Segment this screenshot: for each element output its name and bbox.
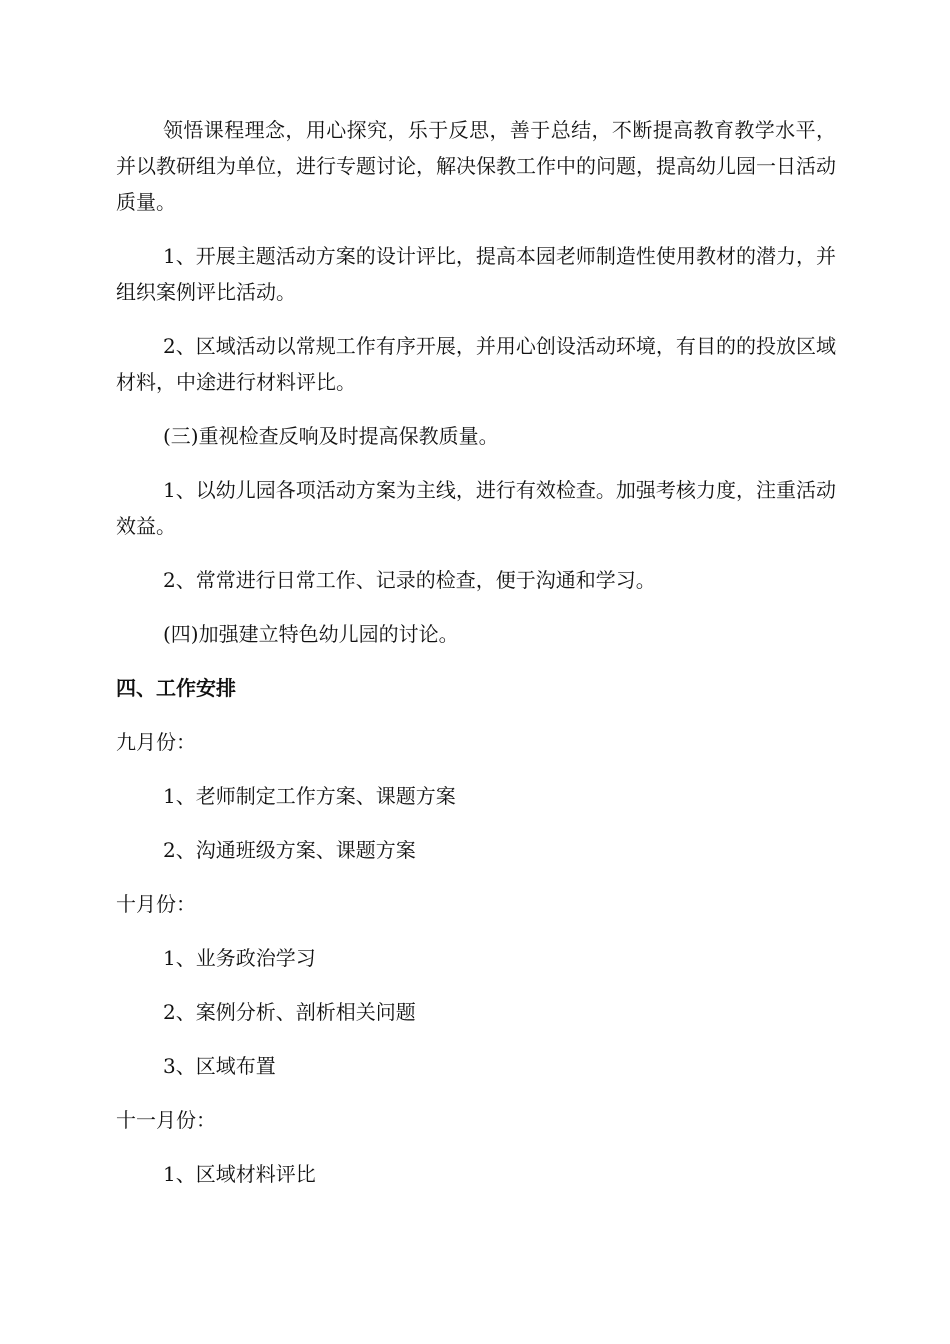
paragraph-curriculum: 领悟课程理念，用心探究，乐于反思，善于总结，不断提高教育教学水平，并以教研组为单位，进行专题讨论，解决保教工作中的问题，提高幼儿园一日活动质量。 [116, 118, 836, 214]
section-heading: 四、工作安排 [116, 676, 236, 700]
paragraph-inspection: 1、以幼儿园各项活动方案为主线，进行有效检查。加强考核力度，注重活动效益。 [116, 478, 836, 538]
document-body [116, 112, 836, 1192]
month-label-september: 九月份： [116, 730, 196, 754]
paragraph-theme-activity: 1、开展主题活动方案的设计评比，提高本园老师制造性使用教材的潜力，并组织案例评比活动。 [116, 244, 836, 304]
paragraph-subsection-three: (三)重视检查反响及时提高保教质量。 [163, 424, 499, 448]
paragraph-subsection-four: (四)加强建立特色幼儿园的讨论。 [163, 622, 459, 646]
list-item: 3、区域布置 [163, 1054, 276, 1078]
month-label-november: 十一月份： [116, 1108, 216, 1132]
paragraph-daily-check: 2、常常进行日常工作、记录的检查，便于沟通和学习。 [163, 568, 656, 592]
month-label-october: 十月份： [116, 892, 196, 916]
paragraph-area-activity: 2、区域活动以常规工作有序开展，并用心创设活动环境，有目的的投放区域材料，中途进行材料评比。 [116, 334, 836, 394]
list-item: 1、业务政治学习 [163, 946, 316, 970]
list-item: 1、区域材料评比 [163, 1162, 316, 1186]
list-item: 2、沟通班级方案、课题方案 [163, 838, 416, 862]
list-item: 2、案例分析、剖析相关问题 [163, 1000, 416, 1024]
list-item: 1、老师制定工作方案、课题方案 [163, 784, 456, 808]
